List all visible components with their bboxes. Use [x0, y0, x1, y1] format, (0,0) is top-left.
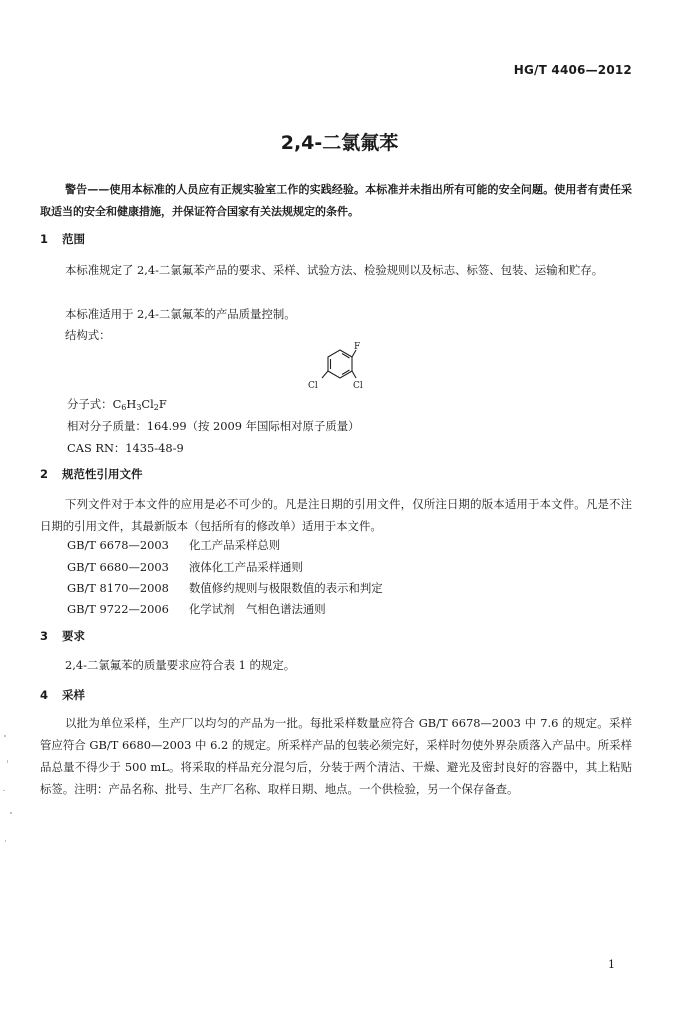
benzene-ring: [322, 350, 356, 378]
atom-f-label: F: [354, 342, 361, 352]
formula-cl: Cl: [141, 397, 154, 411]
requirements-paragraph: 2,4-二氯氟苯的质量要求应符合表 1 的规定。: [65, 658, 296, 672]
reference-code: GB/T 9722—2006: [67, 602, 169, 616]
reference-title: 化工产品采样总则: [189, 538, 281, 552]
page-number: 1: [608, 958, 615, 971]
reference-code: GB/T 6678—2003: [67, 538, 169, 552]
molecular-mass: 相对分子质量：164.99（按 2009 年国际相对原子质量）: [67, 419, 360, 433]
formula-prefix: 分子式：: [67, 397, 113, 411]
scan-speck: [3, 790, 5, 791]
structure-label: 结构式：: [65, 328, 111, 342]
reference-code: GB/T 8170—2008: [67, 581, 169, 595]
document-title: 2,4-二氯氟苯: [280, 132, 399, 154]
reference-row: [67, 601, 326, 617]
section-title: 要求: [62, 629, 85, 643]
formula-c: C: [112, 397, 122, 411]
scan-speck: [10, 812, 12, 814]
formula-h-count: 3: [136, 403, 142, 412]
section-number: 2: [40, 467, 49, 481]
bond-cl-left: [322, 371, 328, 378]
formula-c-count: 6: [121, 403, 127, 412]
reference-title: 液体化工产品采样通则: [189, 560, 303, 574]
molecular-formula: [67, 396, 167, 412]
sampling-paragraph: 以批为单位采样，生产厂以均匀的产品为一批。每批采样数量应符合 GB/T 6678—2003 中 7.6 的规定。采样管应符合 GB/T 6680—2003 中 6.2 的规定。所采样产品的包装必须完好，采样时勿使外界杂质落入产品中。所采样品总量不得少于 500 mL。将采取的样品充分混匀后，分装于两个清洁、干燥、避光及密封良好的容器中，其上粘贴标签。注明：产品名称、批号、生产厂名称、取样日期、地点。一个供检验，另一个保存备查。: [40, 716, 632, 796]
reference-code: GB/T 6680—2003: [67, 560, 169, 574]
scan-speck: [7, 760, 8, 763]
scope-paragraph-1: 本标准规定了 2,4-二氯氟苯产品的要求、采样、试验方法、检验规则以及标志、标签、包装、运输和贮存。: [65, 263, 604, 277]
section-title: 规范性引用文件: [62, 467, 143, 481]
standard-number: HG/T 4406—2012: [513, 63, 632, 77]
formula-h: H: [126, 397, 137, 411]
section-number: 3: [40, 629, 49, 643]
section-title: 范围: [62, 232, 85, 246]
section-4-heading: [40, 687, 85, 703]
section-number: 1: [40, 232, 49, 246]
bond-cl-right: [352, 371, 356, 378]
section-2-heading: [40, 466, 143, 482]
atom-cl-right-label: Cl: [353, 381, 363, 391]
reference-row: [67, 559, 303, 575]
scope-paragraph-2: 本标准适用于 2,4-二氯氟苯的产品质量控制。: [65, 307, 296, 321]
cas-number: CAS RN：1435-48-9: [67, 441, 184, 455]
normative-refs-intro: 下列文件对于本文件的应用是必不可少的。凡是注日期的引用文件，仅所注日期的版本适用于本文件。凡是不注日期的引用文件，其最新版本（包括所有的修改单）适用于本文件。: [40, 497, 632, 533]
formula-cl-count: 2: [153, 403, 159, 412]
atom-cl-left-label: Cl: [308, 381, 318, 391]
section-1-heading: [40, 231, 85, 247]
scan-speck: [5, 840, 6, 842]
reference-row: [67, 580, 383, 596]
reference-title: 化学试剂 气相色谱法通则: [189, 602, 326, 616]
reference-title: 数值修约规则与极限数值的表示和判定: [189, 581, 383, 595]
reference-row: [67, 537, 280, 553]
scan-speck: [4, 735, 6, 737]
section-number: 4: [40, 688, 49, 702]
formula-f: F: [158, 397, 167, 411]
structural-formula-diagram: [300, 338, 380, 392]
warning-paragraph: 警告——使用本标准的人员应有正规实验室工作的实践经验。本标准并未指出所有可能的安全问题。使用者有责任采取适当的安全和健康措施，并保证符合国家有关法规规定的条件。: [40, 183, 632, 218]
section-title: 采样: [62, 688, 85, 702]
section-3-heading: [40, 628, 85, 644]
